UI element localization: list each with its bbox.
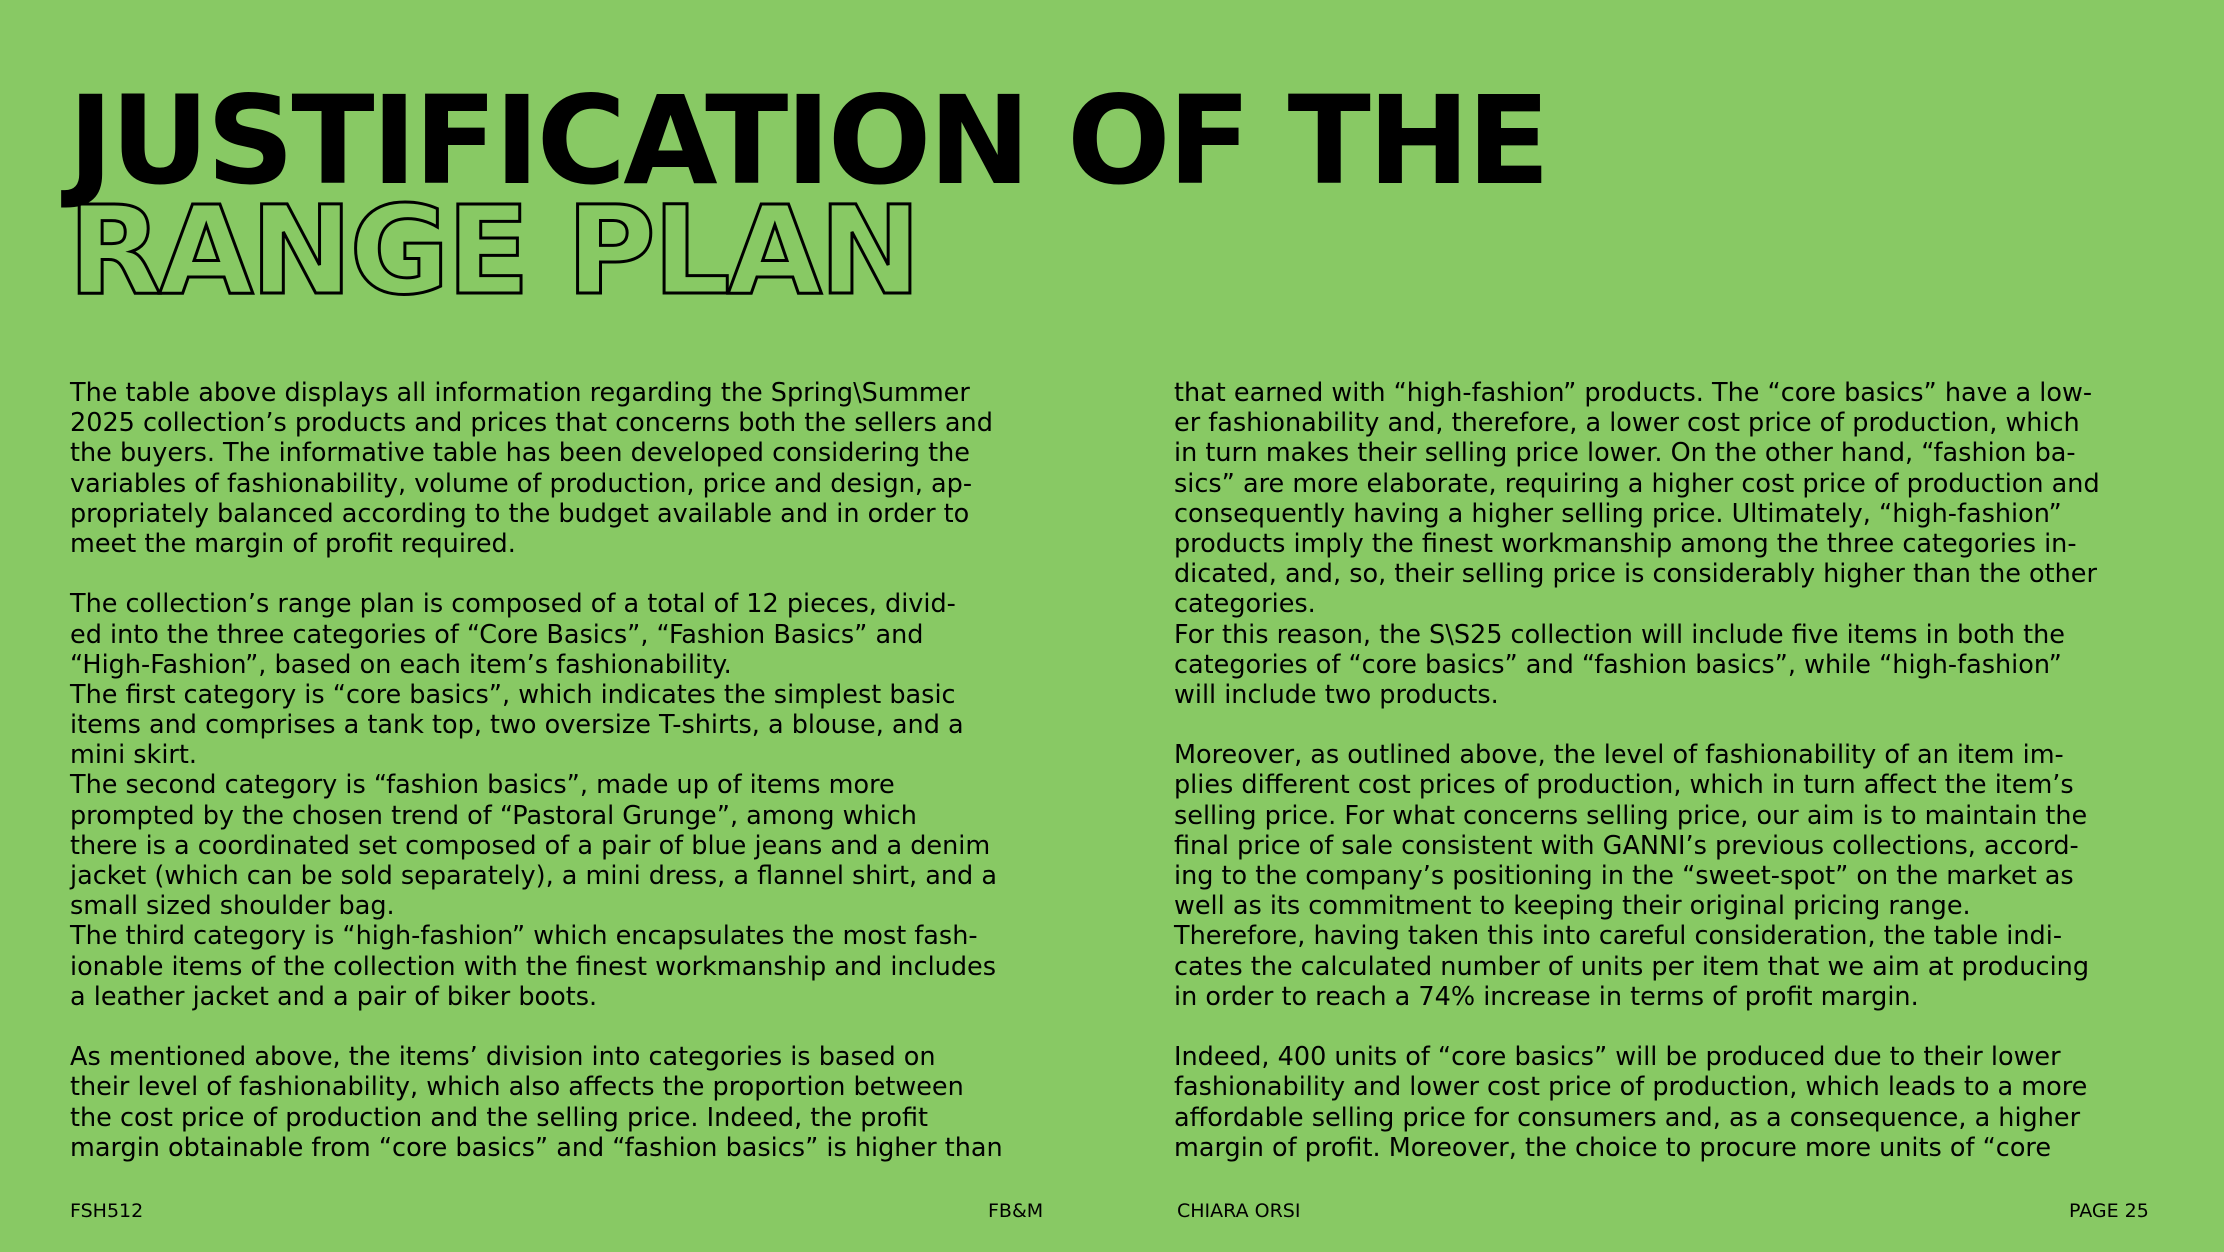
text-line: variables of fashionability, volume of production, price and design, ap-	[70, 468, 973, 499]
text-line: jacket (which can be sold separately), a mini dress, a flannel shirt, and a	[70, 861, 997, 891]
text-line: selling price. For what concerns selling price, our aim is to maintain the	[1174, 800, 2088, 831]
text-line: The collection’s range plan is composed of a total of 12 pieces, divid-	[70, 589, 956, 620]
text-line: consequently having a higher selling price. Ultimately, “high-fashion”	[1174, 498, 2062, 529]
text-line: in order to reach a 74% increase in terms of profit margin.	[1174, 981, 1919, 1012]
text-line: the cost price of production and the selling price. Indeed, the profit	[70, 1102, 929, 1133]
body-text-right-column	[1174, 378, 2174, 1163]
text-line: “High-Fashion”, based on each item’s fashionability.	[70, 649, 732, 680]
paragraph-break	[1174, 710, 2174, 740]
text-line: ed into the three categories of “Core Basics”, “Fashion Basics” and	[70, 619, 924, 650]
text-line: ing to the company’s positioning in the “sweet-spot” on the market as	[1174, 861, 2074, 891]
text-line: er fashionability and, therefore, a lower cost price of production, which	[1174, 408, 2080, 439]
text-line: For this reason, the S\S25 collection will include five items in both the	[1174, 619, 2065, 650]
text-line: that earned with “high-fashion” products. The “core basics” have a low-	[1174, 378, 2093, 408]
text-line: well as its commitment to keeping their original pricing range.	[1174, 891, 1971, 922]
text-line: items and comprises a tank top, two oversize T-shirts, a blouse, and a	[70, 710, 964, 741]
text-line: products imply the finest workmanship among the three categories in-	[1174, 528, 2077, 559]
text-line: small sized shoulder bag.	[70, 891, 395, 922]
text-line: The third category is “high-fashion” which encapsulates the most fash-	[70, 921, 978, 952]
page-title-line-1: JUSTIFICATION OF THE	[68, 70, 1548, 212]
text-line: The table above displays all information regarding the Spring\Summer	[70, 378, 970, 408]
text-line: will include two products.	[1174, 679, 1499, 710]
text-line: there is a coordinated set composed of a pair of blue jeans and a denim	[70, 830, 991, 861]
text-line: dicated, and, so, their selling price is considerably higher than the other	[1174, 559, 2097, 590]
text-line: ionable items of the collection with the finest workmanship and includes	[70, 951, 997, 982]
text-line: mini skirt.	[70, 740, 198, 771]
text-line: propriately balanced according to the budget available and in order to	[70, 498, 970, 529]
text-line: prompted by the chosen trend of “Pastoral Grunge”, among which	[70, 800, 917, 831]
text-line: the buyers. The informative table has been developed considering the	[70, 438, 970, 469]
text-line: cates the calculated number of units per item that we aim at producing	[1174, 951, 2090, 982]
text-line: their level of fashionability, which also affects the proportion between	[70, 1072, 964, 1103]
footer-department: FB&M	[988, 1200, 1044, 1222]
paragraph-break	[1174, 1012, 2174, 1042]
text-line: Moreover, as outlined above, the level of fashionability of an item im-	[1174, 740, 2064, 771]
footer-course-code: FSH512	[70, 1200, 144, 1222]
text-line: affordable selling price for consumers and, as a consequence, a higher	[1174, 1102, 2081, 1133]
text-line: The second category is “fashion basics”, made up of items more	[70, 770, 895, 801]
page-title-line-2-outline: RANGE PLAN	[68, 180, 919, 322]
text-line: margin of profit. Moreover, the choice to procure more units of “core	[1174, 1132, 2052, 1163]
text-line: fashionability and lower cost price of production, which leads to a more	[1174, 1072, 2088, 1103]
text-line: As mentioned above, the items’ division into categories is based on	[70, 1042, 936, 1073]
paragraph-break	[70, 559, 1070, 589]
paragraph-break	[70, 1012, 1070, 1042]
text-line: margin obtainable from “core basics” and “fashion basics” is higher than	[70, 1132, 1003, 1163]
text-line: Indeed, 400 units of “core basics” will be produced due to their lower	[1174, 1042, 2061, 1073]
text-line: 2025 collection’s products and prices that concerns both the sellers and	[70, 408, 993, 439]
text-line: sics” are more elaborate, requiring a higher cost price of production and	[1174, 468, 2100, 499]
text-line: in turn makes their selling price lower. On the other hand, “fashion ba-	[1174, 438, 2076, 469]
text-line: plies different cost prices of production, which in turn affect the item’s	[1174, 770, 2074, 801]
text-line: meet the margin of profit required.	[70, 528, 516, 559]
text-line: final price of sale consistent with GANNI’s previous collections, accord-	[1174, 830, 2079, 861]
text-line: categories of “core basics” and “fashion basics”, while “high-fashion”	[1174, 649, 2062, 680]
text-line: Therefore, having taken this into careful consideration, the table indi-	[1174, 921, 2063, 952]
text-line: categories.	[1174, 589, 1316, 620]
footer-page-number: PAGE 25	[2069, 1200, 2149, 1222]
text-line: a leather jacket and a pair of biker boots.	[70, 981, 598, 1012]
footer-author: CHIARA ORSI	[1177, 1200, 1301, 1222]
body-text-left-column	[70, 378, 1070, 1163]
text-line: The first category is “core basics”, which indicates the simplest basic	[70, 679, 956, 710]
